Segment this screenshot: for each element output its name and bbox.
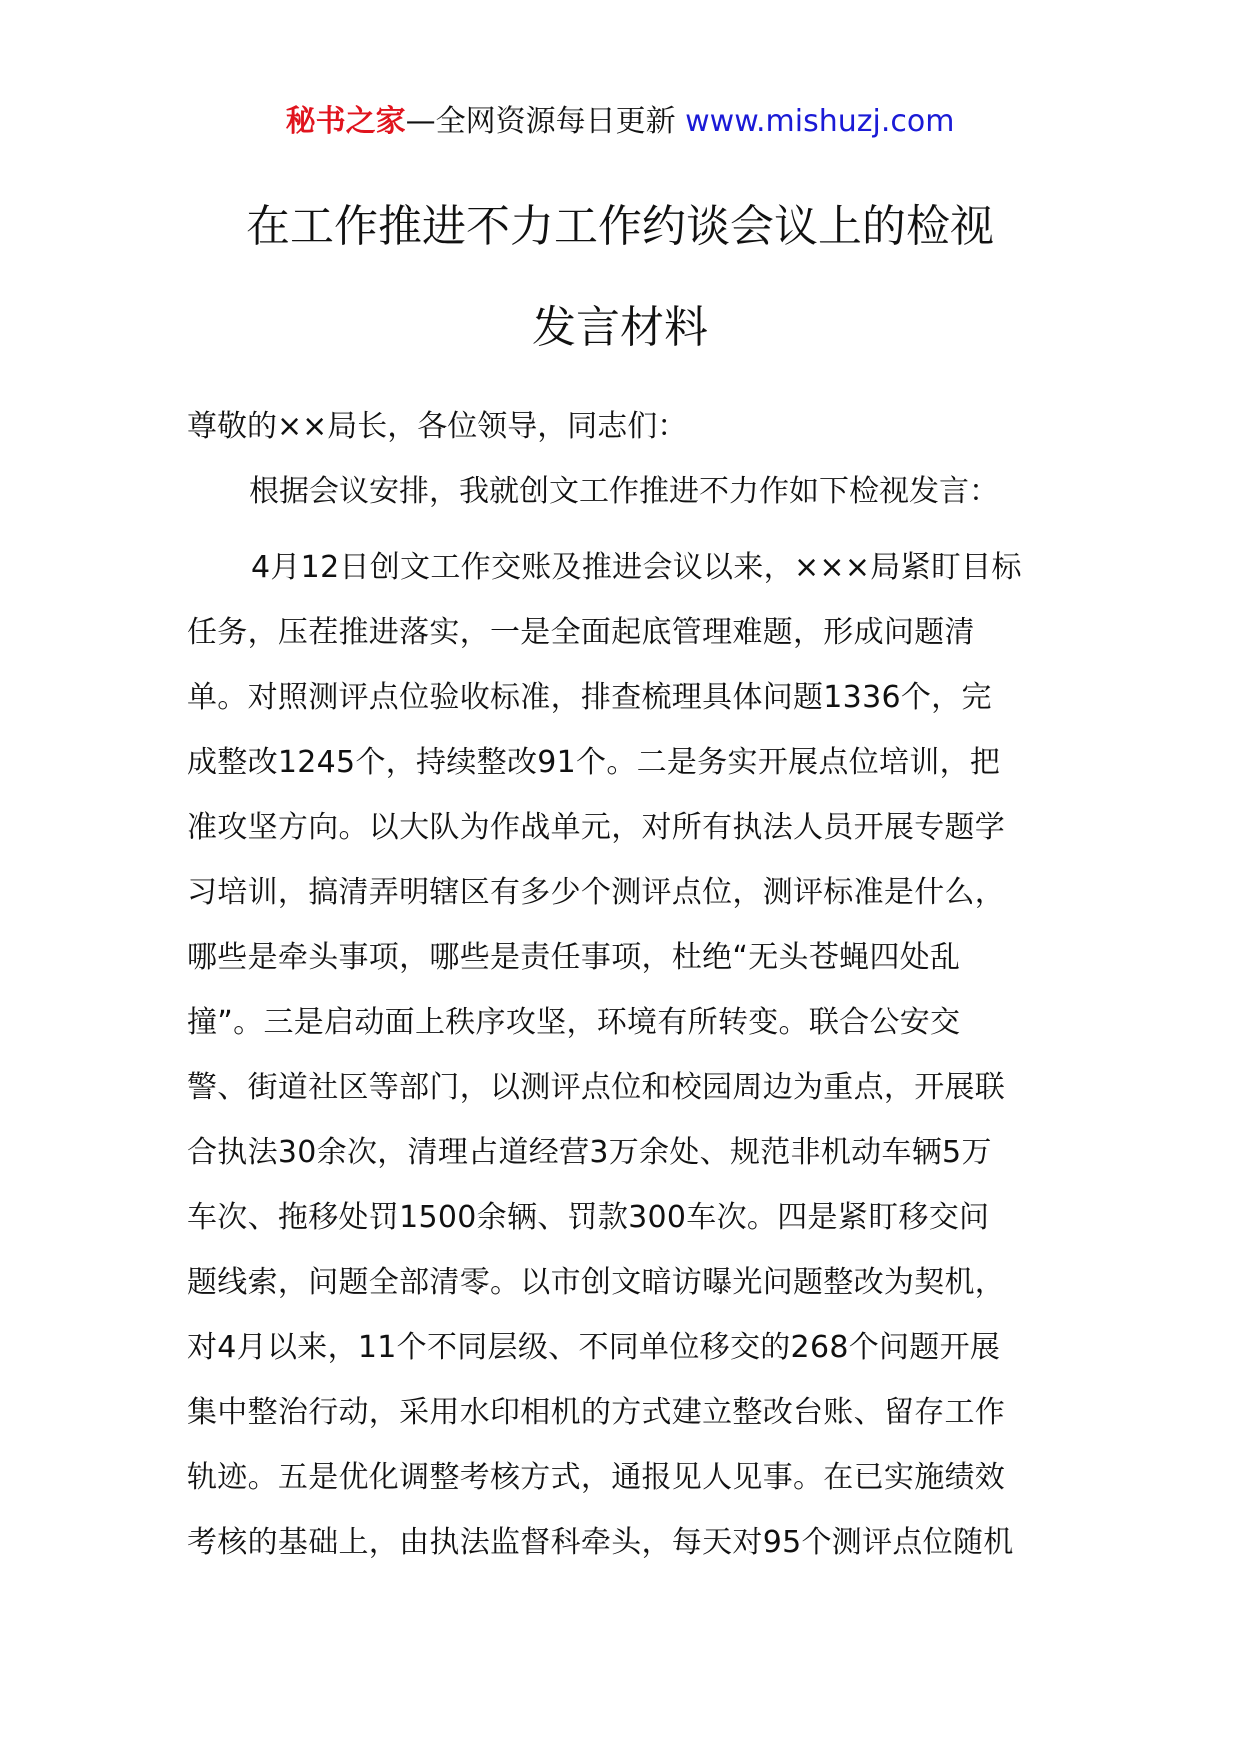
paragraph-line: 撞”。三是启动面上秩序攻坚，环境有所转变。联合公安交 (187, 1005, 961, 1040)
site-url-link[interactable]: www.mishuzj.com (685, 104, 955, 139)
paragraph-line: 对4月以来，11个不同层级、不同单位移交的268个问题开展 (187, 1330, 1001, 1365)
main-paragraph (187, 535, 1057, 1575)
intro-paragraph: 根据会议安排，我就创文工作推进不力作如下检视发言： (249, 474, 999, 509)
paragraph-line: 哪些是牵头事项，哪些是责任事项，杜绝“无头苍蝇四处乱 (187, 940, 961, 975)
paragraph-line: 考核的基础上，由执法监督科牵头，每天对95个测评点位随机 (187, 1525, 1014, 1560)
brand-name: 秘书之家 (285, 104, 406, 139)
paragraph-line: 合执法30余次，清理占道经营3万余处、规范非机动车辆5万 (187, 1135, 992, 1170)
paragraph-line: 习培训，搞清弄明辖区有多少个测评点位，测评标准是什么， (187, 875, 1006, 910)
header-tagline: —全网资源每日更新 (405, 104, 686, 139)
paragraph-line: 车次、拖移处罚1500余辆、罚款300车次。四是紧盯移交问 (187, 1200, 990, 1235)
document-title-line-2: 发言材料 (532, 302, 708, 353)
paragraph-line: 轨迹。五是优化调整考核方式，通报见人见事。在已实施绩效 (187, 1460, 1006, 1495)
paragraph-line: 题线索，问题全部清零。以市创文暗访曝光问题整改为契机， (187, 1265, 1006, 1300)
paragraph-line: 警、街道社区等部门，以测评点位和校园周边为重点，开展联 (187, 1070, 1006, 1105)
paragraph-line: 集中整治行动，采用水印相机的方式建立整改台账、留存工作 (187, 1395, 1006, 1430)
document-title-line-1: 在工作推进不力工作约谈会议上的检视 (246, 201, 994, 252)
paragraph-line: 任务，压茬推进落实，一是全面起底管理难题，形成问题清 (187, 615, 975, 650)
paragraph-line: 准攻坚方向。以大队为作战单元，对所有执法人员开展专题学 (187, 810, 1006, 845)
paragraph-line: 4月12日创文工作交账及推进会议以来，×××局紧盯目标 (251, 550, 1022, 585)
site-header (0, 100, 1240, 144)
salutation: 尊敬的××局长，各位领导，同志们： (187, 409, 688, 444)
paragraph-line: 单。对照测评点位验收标准，排查梳理具体问题1336个，完 (187, 680, 992, 715)
paragraph-line: 成整改1245个，持续整改91个。二是务实开展点位培训，把 (187, 745, 1001, 780)
